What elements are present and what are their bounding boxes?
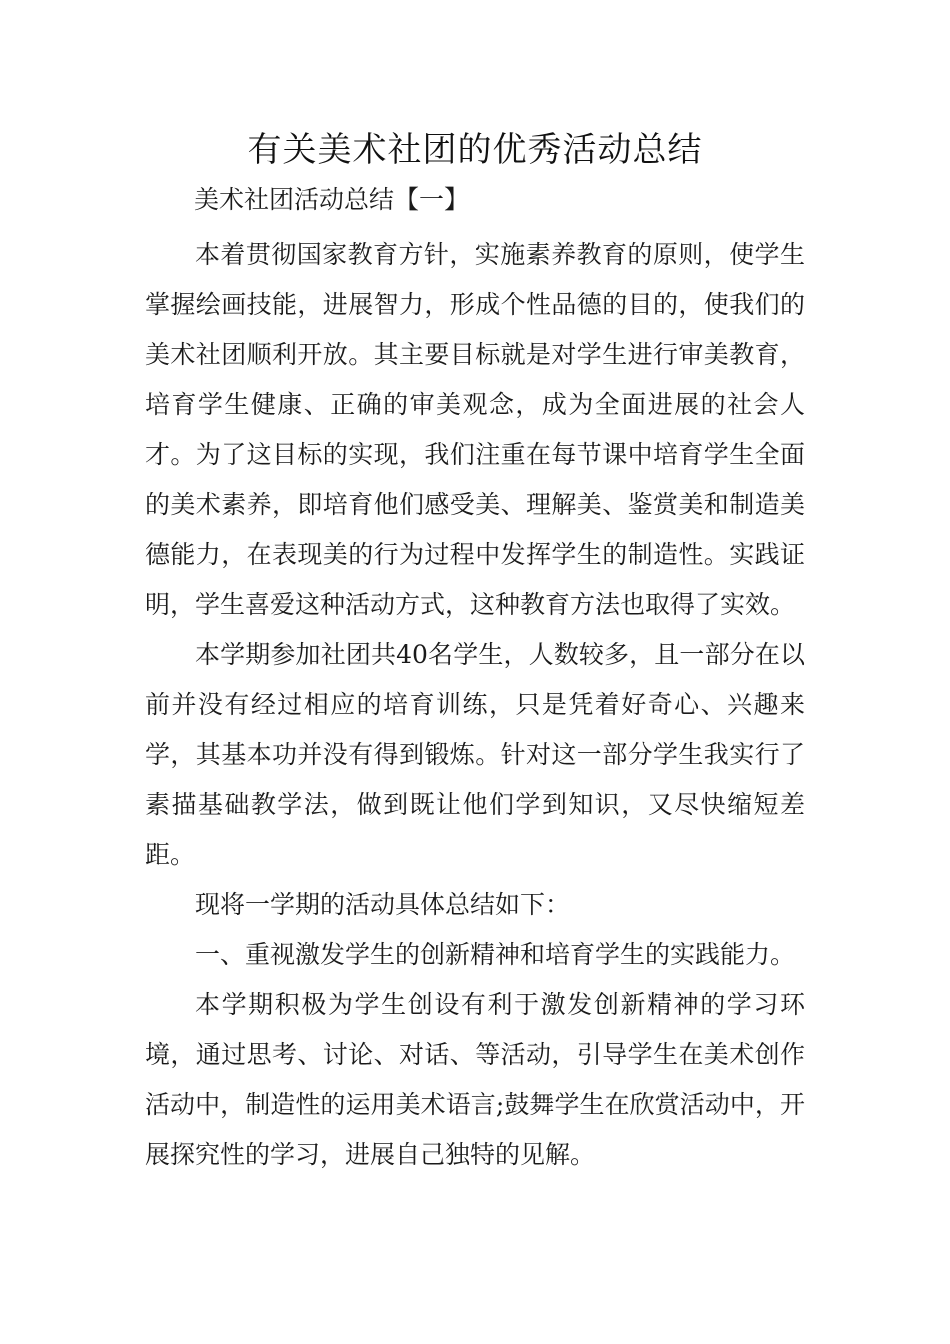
document-title: 有关美术社团的优秀活动总结	[247, 130, 703, 170]
paragraph: 现将一学期的活动具体总结如下：	[195, 890, 571, 919]
paragraph: 本着贯彻国家教育方针，实施素养教育的原则，使学生掌握绘画技能，进展智力，形成个性品德的目的，使我们的美术社团顺利开放。其主要目标就是对学生进行审美教育，培育学生健康、正确的审美观念，成为全面进展的社会人才。为了这目标的实现，我们注重在每节课中培育学生全面的美术素养，即培育他们感受美、理解美、鉴赏美和制造美德能力，在表现美的行为过程中发挥学生的制造性。实践证明，学生喜爱这种活动方式，这种教育方法也取得了实效。	[145, 240, 805, 619]
document-body	[145, 230, 805, 1180]
paragraph: 一、重视激发学生的创新精神和培育学生的实践能力。	[195, 940, 796, 969]
paragraph: 本学期积极为学生创设有利于激发创新精神的学习环境，通过思考、讨论、对话、等活动，引导学生在美术创作活动中，制造性的运用美术语言;鼓舞学生在欣赏活动中，开展探究性的学习，进展自己独特的见解。	[145, 990, 805, 1169]
section-heading: 美术社团活动总结【一】	[194, 185, 470, 214]
paragraph: 本学期参加社团共40名学生，人数较多，且一部分在以前并没有经过相应的培育训练，只是凭着好奇心、兴趣来学，其基本功并没有得到锻炼。针对这一部分学生我实行了素描基础教学法，做到既让他们学到知识，又尽快缩短差距。	[145, 640, 805, 869]
